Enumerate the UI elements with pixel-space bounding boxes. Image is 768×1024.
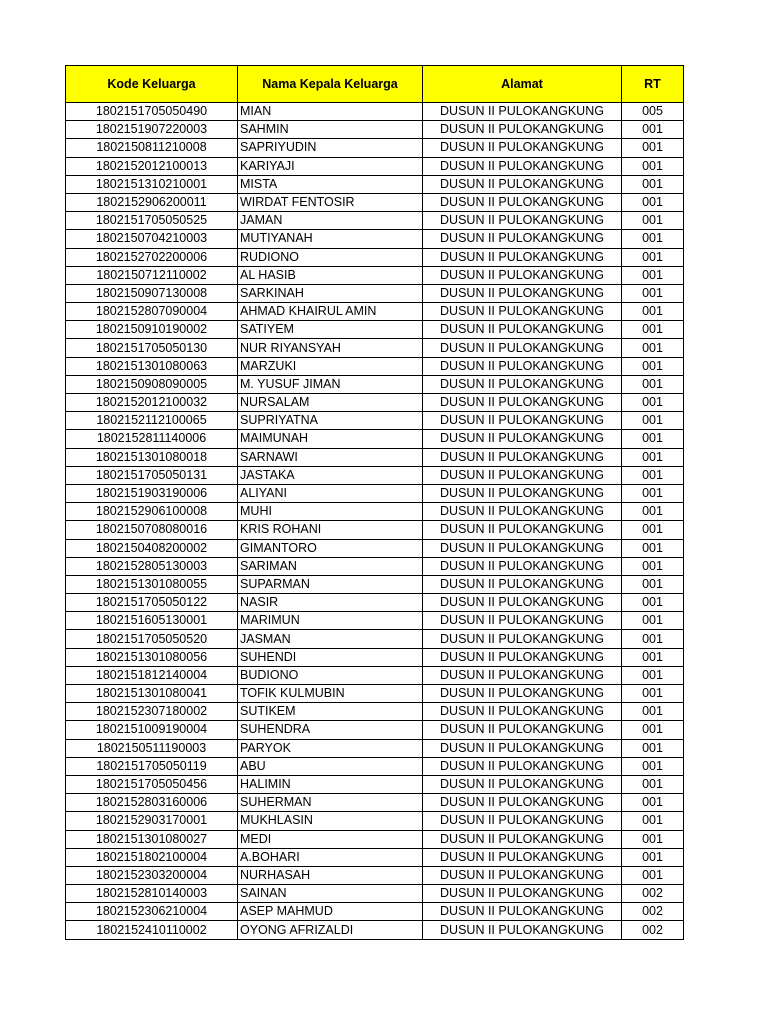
cell-kode-keluarga: 1802151802100004 [66,848,238,866]
cell-nama-kepala-keluarga: JASTAKA [238,466,423,484]
cell-rt: 001 [622,830,684,848]
table-header [66,66,684,103]
cell-alamat: DUSUN II PULOKANGKUNG [423,521,622,539]
cell-kode-keluarga: 1802151301080041 [66,685,238,703]
cell-kode-keluarga: 1802150908090005 [66,375,238,393]
cell-nama-kepala-keluarga: JASMAN [238,630,423,648]
table-row [66,448,684,466]
cell-nama-kepala-keluarga: GIMANTORO [238,539,423,557]
table-row [66,848,684,866]
cell-alamat: DUSUN II PULOKANGKUNG [423,321,622,339]
cell-nama-kepala-keluarga: NUR RIYANSYAH [238,339,423,357]
cell-kode-keluarga: 1802151903190006 [66,484,238,502]
cell-alamat: DUSUN II PULOKANGKUNG [423,685,622,703]
cell-alamat: DUSUN II PULOKANGKUNG [423,139,622,157]
cell-kode-keluarga: 1802151605130001 [66,612,238,630]
cell-nama-kepala-keluarga: MUHI [238,503,423,521]
cell-nama-kepala-keluarga: ALIYANI [238,484,423,502]
cell-kode-keluarga: 1802152807090004 [66,303,238,321]
table-row [66,866,684,884]
cell-rt: 001 [622,139,684,157]
cell-kode-keluarga: 1802150704210003 [66,230,238,248]
cell-kode-keluarga: 1802152906100008 [66,503,238,521]
cell-kode-keluarga: 1802152306210004 [66,903,238,921]
cell-nama-kepala-keluarga: AL HASIB [238,266,423,284]
cell-nama-kepala-keluarga: MIAN [238,103,423,121]
cell-alamat: DUSUN II PULOKANGKUNG [423,430,622,448]
cell-nama-kepala-keluarga: SUPARMAN [238,575,423,593]
table-row [66,321,684,339]
cell-nama-kepala-keluarga: MUTIYANAH [238,230,423,248]
cell-kode-keluarga: 1802151705050520 [66,630,238,648]
spreadsheet [65,65,683,940]
cell-rt: 001 [622,775,684,793]
cell-rt: 001 [622,594,684,612]
cell-nama-kepala-keluarga: M. YUSUF JIMAN [238,375,423,393]
cell-kode-keluarga: 1802151705050490 [66,103,238,121]
cell-rt: 001 [622,630,684,648]
cell-nama-kepala-keluarga: KRIS ROHANI [238,521,423,539]
cell-kode-keluarga: 1802152803160006 [66,794,238,812]
cell-rt: 001 [622,284,684,302]
cell-nama-kepala-keluarga: ASEP MAHMUD [238,903,423,921]
cell-alamat: DUSUN II PULOKANGKUNG [423,921,622,939]
table-row [66,630,684,648]
cell-nama-kepala-keluarga: SUHERMAN [238,794,423,812]
cell-nama-kepala-keluarga: MEDI [238,830,423,848]
table-row [66,739,684,757]
cell-nama-kepala-keluarga: SUHENDRA [238,721,423,739]
table-row [66,794,684,812]
cell-nama-kepala-keluarga: MAIMUNAH [238,430,423,448]
cell-kode-keluarga: 1802150708080016 [66,521,238,539]
table-row [66,557,684,575]
cell-alamat: DUSUN II PULOKANGKUNG [423,794,622,812]
cell-alamat: DUSUN II PULOKANGKUNG [423,193,622,211]
header-kode-keluarga: Kode Keluarga [66,66,238,103]
table-row [66,412,684,430]
table-row [66,903,684,921]
table-row [66,575,684,593]
cell-kode-keluarga: 1802152303200004 [66,866,238,884]
table-row [66,339,684,357]
table-row [66,357,684,375]
cell-rt: 001 [622,193,684,211]
cell-alamat: DUSUN II PULOKANGKUNG [423,885,622,903]
cell-alamat: DUSUN II PULOKANGKUNG [423,284,622,302]
cell-rt: 001 [622,812,684,830]
cell-rt: 002 [622,921,684,939]
cell-nama-kepala-keluarga: OYONG AFRIZALDI [238,921,423,939]
cell-alamat: DUSUN II PULOKANGKUNG [423,630,622,648]
cell-kode-keluarga: 1802150408200002 [66,539,238,557]
cell-nama-kepala-keluarga: SAPRIYUDIN [238,139,423,157]
cell-kode-keluarga: 1802150910190002 [66,321,238,339]
cell-kode-keluarga: 1802151301080018 [66,448,238,466]
cell-alamat: DUSUN II PULOKANGKUNG [423,575,622,593]
cell-alamat: DUSUN II PULOKANGKUNG [423,175,622,193]
cell-alamat: DUSUN II PULOKANGKUNG [423,357,622,375]
cell-nama-kepala-keluarga: RUDIONO [238,248,423,266]
cell-alamat: DUSUN II PULOKANGKUNG [423,594,622,612]
table-row [66,139,684,157]
cell-alamat: DUSUN II PULOKANGKUNG [423,648,622,666]
table-row [66,284,684,302]
cell-alamat: DUSUN II PULOKANGKUNG [423,866,622,884]
cell-kode-keluarga: 1802151705050122 [66,594,238,612]
cell-alamat: DUSUN II PULOKANGKUNG [423,757,622,775]
table-row [66,175,684,193]
cell-kode-keluarga: 1802150907130008 [66,284,238,302]
cell-rt: 001 [622,212,684,230]
cell-kode-keluarga: 1802151301080027 [66,830,238,848]
cell-nama-kepala-keluarga: SATIYEM [238,321,423,339]
cell-nama-kepala-keluarga: HALIMIN [238,775,423,793]
cell-rt: 001 [622,303,684,321]
cell-alamat: DUSUN II PULOKANGKUNG [423,230,622,248]
table-row [66,594,684,612]
cell-rt: 001 [622,412,684,430]
cell-alamat: DUSUN II PULOKANGKUNG [423,466,622,484]
header-rt: RT [622,66,684,103]
cell-rt: 001 [622,357,684,375]
table-row [66,812,684,830]
cell-kode-keluarga: 1802151301080055 [66,575,238,593]
cell-rt: 002 [622,903,684,921]
cell-kode-keluarga: 1802151907220003 [66,121,238,139]
cell-alamat: DUSUN II PULOKANGKUNG [423,412,622,430]
cell-alamat: DUSUN II PULOKANGKUNG [423,121,622,139]
cell-nama-kepala-keluarga: SUTIKEM [238,703,423,721]
cell-rt: 001 [622,539,684,557]
cell-nama-kepala-keluarga: MARIMUN [238,612,423,630]
cell-alamat: DUSUN II PULOKANGKUNG [423,539,622,557]
cell-rt: 005 [622,103,684,121]
cell-nama-kepala-keluarga: SARKINAH [238,284,423,302]
cell-kode-keluarga: 1802152307180002 [66,703,238,721]
cell-rt: 001 [622,375,684,393]
cell-nama-kepala-keluarga: JAMAN [238,212,423,230]
cell-nama-kepala-keluarga: MISTA [238,175,423,193]
cell-nama-kepala-keluarga: NURHASAH [238,866,423,884]
cell-kode-keluarga: 1802151009190004 [66,721,238,739]
table-row [66,394,684,412]
cell-rt: 001 [622,339,684,357]
cell-kode-keluarga: 1802152012100013 [66,157,238,175]
cell-alamat: DUSUN II PULOKANGKUNG [423,903,622,921]
table-row [66,521,684,539]
table-row [66,248,684,266]
cell-rt: 001 [622,739,684,757]
cell-kode-keluarga: 1802152805130003 [66,557,238,575]
table-row [66,212,684,230]
cell-alamat: DUSUN II PULOKANGKUNG [423,739,622,757]
cell-nama-kepala-keluarga: MARZUKI [238,357,423,375]
table-row [66,775,684,793]
cell-kode-keluarga: 1802151705050130 [66,339,238,357]
cell-rt: 001 [622,685,684,703]
cell-rt: 001 [622,484,684,502]
table-row [66,157,684,175]
cell-rt: 001 [622,757,684,775]
cell-kode-keluarga: 1802151301080056 [66,648,238,666]
cell-rt: 001 [622,430,684,448]
cell-nama-kepala-keluarga: TOFIK KULMUBIN [238,685,423,703]
cell-kode-keluarga: 1802152410110002 [66,921,238,939]
cell-rt: 001 [622,394,684,412]
cell-kode-keluarga: 1802150511190003 [66,739,238,757]
cell-kode-keluarga: 1802151301080063 [66,357,238,375]
table-row [66,666,684,684]
cell-nama-kepala-keluarga: SARIMAN [238,557,423,575]
cell-alamat: DUSUN II PULOKANGKUNG [423,248,622,266]
cell-rt: 001 [622,721,684,739]
cell-kode-keluarga: 1802151705050131 [66,466,238,484]
cell-alamat: DUSUN II PULOKANGKUNG [423,612,622,630]
cell-alamat: DUSUN II PULOKANGKUNG [423,503,622,521]
cell-kode-keluarga: 1802150712110002 [66,266,238,284]
cell-rt: 001 [622,266,684,284]
cell-nama-kepala-keluarga: A.BOHARI [238,848,423,866]
cell-kode-keluarga: 1802152702200006 [66,248,238,266]
table-row [66,103,684,121]
cell-kode-keluarga: 1802151812140004 [66,666,238,684]
table-row [66,921,684,939]
cell-rt: 001 [622,230,684,248]
table-row [66,503,684,521]
cell-kode-keluarga: 1802152903170001 [66,812,238,830]
cell-alamat: DUSUN II PULOKANGKUNG [423,103,622,121]
table-row [66,703,684,721]
cell-kode-keluarga: 1802152012100032 [66,394,238,412]
cell-rt: 001 [622,557,684,575]
cell-rt: 001 [622,575,684,593]
cell-rt: 002 [622,885,684,903]
table-row [66,430,684,448]
cell-alamat: DUSUN II PULOKANGKUNG [423,721,622,739]
table-row [66,685,684,703]
cell-kode-keluarga: 1802152112100065 [66,412,238,430]
cell-nama-kepala-keluarga: ABU [238,757,423,775]
cell-rt: 001 [622,648,684,666]
table-body [66,103,684,940]
cell-kode-keluarga: 1802150811210008 [66,139,238,157]
cell-nama-kepala-keluarga: BUDIONO [238,666,423,684]
cell-alamat: DUSUN II PULOKANGKUNG [423,157,622,175]
cell-rt: 001 [622,866,684,884]
table-row [66,121,684,139]
cell-rt: 001 [622,157,684,175]
cell-rt: 001 [622,121,684,139]
cell-rt: 001 [622,666,684,684]
cell-rt: 001 [622,248,684,266]
table-row [66,484,684,502]
cell-rt: 001 [622,175,684,193]
cell-nama-kepala-keluarga: SUHENDI [238,648,423,666]
cell-nama-kepala-keluarga: SUPRIYATNA [238,412,423,430]
cell-alamat: DUSUN II PULOKANGKUNG [423,848,622,866]
cell-alamat: DUSUN II PULOKANGKUNG [423,394,622,412]
cell-kode-keluarga: 1802151705050119 [66,757,238,775]
cell-nama-kepala-keluarga: AHMAD KHAIRUL AMIN [238,303,423,321]
cell-alamat: DUSUN II PULOKANGKUNG [423,666,622,684]
cell-rt: 001 [622,448,684,466]
table-row [66,612,684,630]
cell-kode-keluarga: 1802152810140003 [66,885,238,903]
cell-alamat: DUSUN II PULOKANGKUNG [423,339,622,357]
cell-alamat: DUSUN II PULOKANGKUNG [423,266,622,284]
table-row [66,721,684,739]
cell-nama-kepala-keluarga: WIRDAT FENTOSIR [238,193,423,211]
cell-alamat: DUSUN II PULOKANGKUNG [423,484,622,502]
cell-nama-kepala-keluarga: KARIYAJI [238,157,423,175]
cell-nama-kepala-keluarga: SARNAWI [238,448,423,466]
cell-alamat: DUSUN II PULOKANGKUNG [423,303,622,321]
cell-alamat: DUSUN II PULOKANGKUNG [423,830,622,848]
cell-nama-kepala-keluarga: SAHMIN [238,121,423,139]
header-nama-kepala-keluarga: Nama Kepala Keluarga [238,66,423,103]
table-row [66,193,684,211]
cell-nama-kepala-keluarga: NURSALAM [238,394,423,412]
cell-rt: 001 [622,703,684,721]
cell-alamat: DUSUN II PULOKANGKUNG [423,448,622,466]
cell-rt: 001 [622,321,684,339]
table-row [66,539,684,557]
cell-kode-keluarga: 1802151705050525 [66,212,238,230]
cell-kode-keluarga: 1802152811140006 [66,430,238,448]
cell-rt: 001 [622,794,684,812]
cell-nama-kepala-keluarga: PARYOK [238,739,423,757]
cell-rt: 001 [622,503,684,521]
header-row [66,66,684,103]
cell-nama-kepala-keluarga: SAINAN [238,885,423,903]
table-row [66,757,684,775]
cell-kode-keluarga: 1802151310210001 [66,175,238,193]
cell-rt: 001 [622,521,684,539]
table-row [66,885,684,903]
cell-nama-kepala-keluarga: NASIR [238,594,423,612]
cell-alamat: DUSUN II PULOKANGKUNG [423,212,622,230]
table-row [66,375,684,393]
table-row [66,230,684,248]
cell-kode-keluarga: 1802151705050456 [66,775,238,793]
cell-rt: 001 [622,848,684,866]
table-row [66,830,684,848]
cell-rt: 001 [622,612,684,630]
cell-alamat: DUSUN II PULOKANGKUNG [423,812,622,830]
cell-alamat: DUSUN II PULOKANGKUNG [423,703,622,721]
table-row [66,303,684,321]
cell-rt: 001 [622,466,684,484]
cell-nama-kepala-keluarga: MUKHLASIN [238,812,423,830]
table-row [66,266,684,284]
cell-kode-keluarga: 1802152906200011 [66,193,238,211]
cell-alamat: DUSUN II PULOKANGKUNG [423,557,622,575]
header-alamat: Alamat [423,66,622,103]
table-row [66,466,684,484]
table-row [66,648,684,666]
cell-alamat: DUSUN II PULOKANGKUNG [423,375,622,393]
family-table [65,65,684,940]
cell-alamat: DUSUN II PULOKANGKUNG [423,775,622,793]
